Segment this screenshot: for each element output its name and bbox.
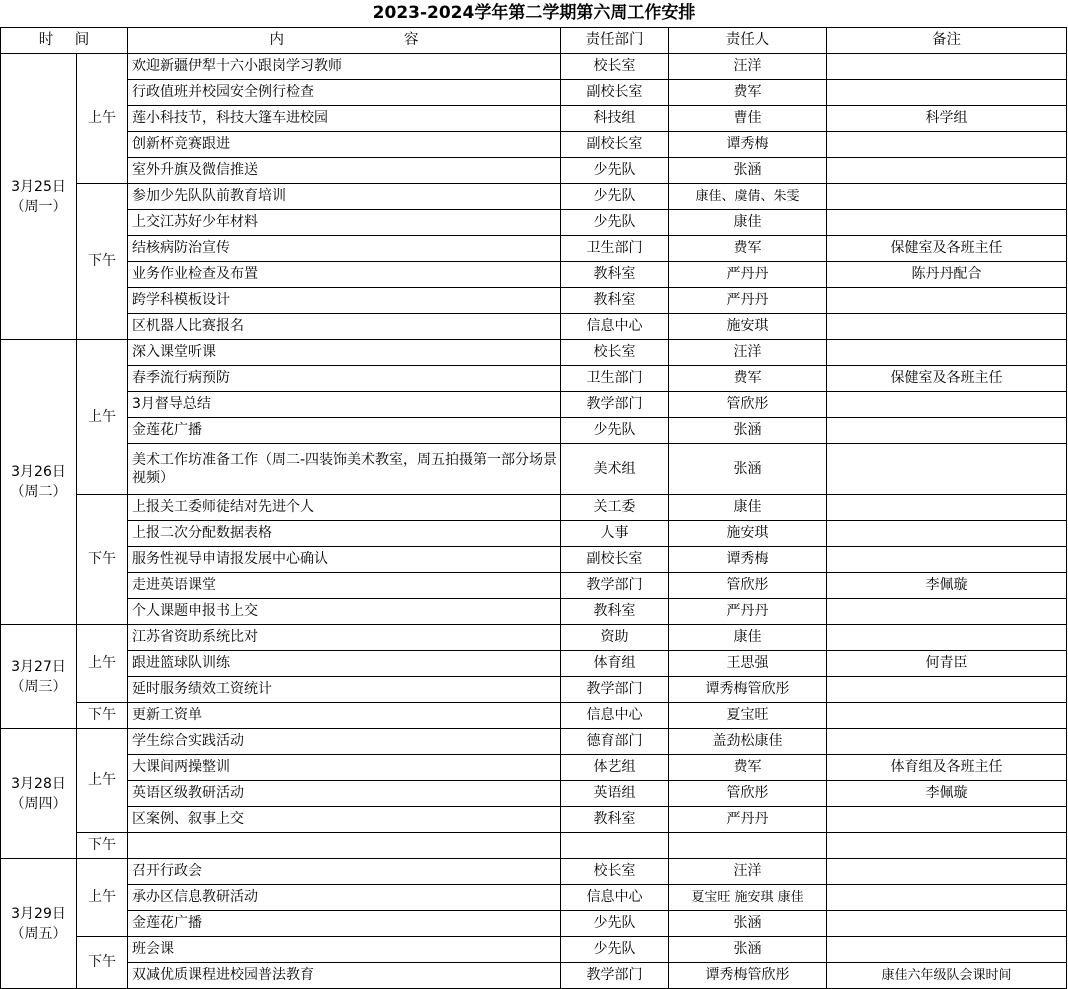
responsible-person: 张涵 xyxy=(669,444,827,495)
task-content: 个人课题申报书上交 xyxy=(128,599,561,625)
task-content: 服务性视导申请报发展中心确认 xyxy=(128,547,561,573)
responsible-person: 谭秀梅 xyxy=(669,132,827,158)
task-content: 区案例、叙事上交 xyxy=(128,807,561,833)
table-row xyxy=(1,184,1067,210)
responsible-person: 严丹丹 xyxy=(669,262,827,288)
responsible-person: 施安琪 xyxy=(669,314,827,340)
note-cell xyxy=(827,807,1067,833)
responsible-department: 科技组 xyxy=(561,106,669,132)
note-cell: 李佩璇 xyxy=(827,573,1067,599)
task-content: 区机器人比赛报名 xyxy=(128,314,561,340)
note-cell xyxy=(827,937,1067,963)
task-content: 英语区级教研活动 xyxy=(128,781,561,807)
day-date: 3月27日 xyxy=(11,658,66,675)
task-content: 金莲花广播 xyxy=(128,418,561,444)
responsible-person: 康佳 xyxy=(669,495,827,521)
responsible-person: 管欣彤 xyxy=(669,392,827,418)
responsible-person: 严丹丹 xyxy=(669,599,827,625)
responsible-department: 副校长室 xyxy=(561,547,669,573)
day-date: 3月26日 xyxy=(11,464,66,480)
responsible-department xyxy=(561,833,669,859)
responsible-department: 教科室 xyxy=(561,599,669,625)
afternoon-label: 下午 xyxy=(77,495,128,625)
table-row xyxy=(1,677,1067,703)
note-cell xyxy=(827,158,1067,184)
table-row xyxy=(1,132,1067,158)
responsible-person: 费军 xyxy=(669,236,827,262)
responsible-person: 汪洋 xyxy=(669,54,827,80)
responsible-department: 教科室 xyxy=(561,288,669,314)
responsible-department: 体育组 xyxy=(561,651,669,677)
responsible-department: 信息中心 xyxy=(561,703,669,729)
table-row xyxy=(1,262,1067,288)
day-weekday: （周一） xyxy=(10,198,67,215)
day-weekday: （周五） xyxy=(10,925,67,942)
note-cell xyxy=(827,521,1067,547)
afternoon-label: 下午 xyxy=(77,833,128,859)
task-content: 3月督导总结 xyxy=(128,392,561,418)
table-row xyxy=(1,885,1067,911)
table-row xyxy=(1,651,1067,677)
responsible-department: 少先队 xyxy=(561,210,669,236)
table-row xyxy=(1,288,1067,314)
responsible-person: 谭秀梅管欣彤 xyxy=(669,677,827,703)
responsible-person: 谭秀梅管欣彤 xyxy=(669,963,827,989)
table-row xyxy=(1,573,1067,599)
note-cell xyxy=(827,210,1067,236)
responsible-person: 王思强 xyxy=(669,651,827,677)
note-cell xyxy=(827,418,1067,444)
day-date: 3月29日 xyxy=(11,905,66,922)
responsible-person: 张涵 xyxy=(669,418,827,444)
task-content: 业务作业检查及布置 xyxy=(128,262,561,288)
table-row xyxy=(1,80,1067,106)
note-cell xyxy=(827,885,1067,911)
afternoon-label: 下午 xyxy=(77,937,128,989)
table-row xyxy=(1,54,1067,80)
note-cell xyxy=(827,911,1067,937)
day-date: 3月25日 xyxy=(11,178,66,195)
header-person: 责任人 xyxy=(669,28,827,54)
note-cell xyxy=(827,54,1067,80)
responsible-person: 管欣彤 xyxy=(669,781,827,807)
task-content: 承办区信息教研活动 xyxy=(128,885,561,911)
day-cell xyxy=(1,54,77,340)
note-cell: 李佩璇 xyxy=(827,781,1067,807)
header-note: 备注 xyxy=(827,28,1067,54)
table-row xyxy=(1,521,1067,547)
note-cell xyxy=(827,80,1067,106)
morning-label: 上午 xyxy=(77,625,128,703)
schedule-table xyxy=(0,27,1067,989)
responsible-department: 英语组 xyxy=(561,781,669,807)
schedule-body xyxy=(1,28,1067,989)
responsible-person: 康佳 xyxy=(669,625,827,651)
responsible-person: 严丹丹 xyxy=(669,288,827,314)
responsible-department: 信息中心 xyxy=(561,885,669,911)
responsible-department: 美术组 xyxy=(561,444,669,495)
responsible-department: 教学部门 xyxy=(561,677,669,703)
responsible-department: 卫生部门 xyxy=(561,236,669,262)
responsible-department: 少先队 xyxy=(561,158,669,184)
responsible-person: 康佳、虞倩、朱雯 xyxy=(669,184,827,210)
task-content xyxy=(128,833,561,859)
day-weekday: （周三） xyxy=(10,678,67,695)
task-content: 上报关工委师徒结对先进个人 xyxy=(128,495,561,521)
responsible-department: 少先队 xyxy=(561,937,669,963)
task-content: 春季流行病预防 xyxy=(128,366,561,392)
table-row xyxy=(1,314,1067,340)
responsible-department: 德育部门 xyxy=(561,729,669,755)
note-cell: 保健室及各班主任 xyxy=(827,366,1067,392)
responsible-department: 校长室 xyxy=(561,54,669,80)
note-cell xyxy=(827,340,1067,366)
responsible-department: 少先队 xyxy=(561,418,669,444)
responsible-person: 费军 xyxy=(669,755,827,781)
table-row xyxy=(1,210,1067,236)
task-content: 班会课 xyxy=(128,937,561,963)
responsible-department: 少先队 xyxy=(561,911,669,937)
responsible-department: 教学部门 xyxy=(561,573,669,599)
note-cell: 陈丹丹配合 xyxy=(827,262,1067,288)
responsible-department: 人事 xyxy=(561,521,669,547)
note-cell xyxy=(827,314,1067,340)
note-cell xyxy=(827,495,1067,521)
schedule-table-wrapper xyxy=(0,27,1067,989)
note-cell xyxy=(827,547,1067,573)
table-row xyxy=(1,703,1067,729)
table-row xyxy=(1,937,1067,963)
task-content: 金莲花广播 xyxy=(128,911,561,937)
table-row xyxy=(1,158,1067,184)
afternoon-label: 下午 xyxy=(77,184,128,340)
morning-label: 上午 xyxy=(77,54,128,184)
task-content: 上报二次分配数据表格 xyxy=(128,521,561,547)
note-cell xyxy=(827,729,1067,755)
task-content: 更新工资单 xyxy=(128,703,561,729)
morning-label: 上午 xyxy=(77,859,128,937)
responsible-department: 教科室 xyxy=(561,807,669,833)
responsible-department: 校长室 xyxy=(561,859,669,885)
table-row xyxy=(1,781,1067,807)
table-row xyxy=(1,625,1067,651)
responsible-person: 费军 xyxy=(669,366,827,392)
table-row xyxy=(1,807,1067,833)
task-content: 双减优质课程进校园普法教育 xyxy=(128,963,561,989)
day-cell xyxy=(1,340,77,625)
responsible-person: 曹佳 xyxy=(669,106,827,132)
task-content: 深入课堂听课 xyxy=(128,340,561,366)
responsible-person: 夏宝旺 xyxy=(669,703,827,729)
task-content: 结核病防治宣传 xyxy=(128,236,561,262)
header-content-char-1: 内 xyxy=(269,32,284,48)
table-row xyxy=(1,495,1067,521)
day-cell xyxy=(1,859,77,989)
responsible-person xyxy=(669,833,827,859)
note-cell: 保健室及各班主任 xyxy=(827,236,1067,262)
table-row xyxy=(1,236,1067,262)
task-content: 学生综合实践活动 xyxy=(128,729,561,755)
afternoon-label: 下午 xyxy=(77,703,128,729)
table-row xyxy=(1,340,1067,366)
task-content: 行政值班并校园安全例行检查 xyxy=(128,80,561,106)
note-cell: 科学组 xyxy=(827,106,1067,132)
note-cell xyxy=(827,833,1067,859)
note-cell xyxy=(827,859,1067,885)
note-cell: 康佳六年级队会课时间 xyxy=(827,963,1067,989)
responsible-department: 教学部门 xyxy=(561,392,669,418)
note-cell xyxy=(827,444,1067,495)
task-content: 江苏省资助系统比对 xyxy=(128,625,561,651)
responsible-department: 关工委 xyxy=(561,495,669,521)
header-row xyxy=(1,28,1067,54)
table-row xyxy=(1,729,1067,755)
header-content xyxy=(128,28,561,54)
responsible-person: 康佳 xyxy=(669,210,827,236)
responsible-department: 体艺组 xyxy=(561,755,669,781)
task-content: 莲小科技节，科技大篷车进校园 xyxy=(128,106,561,132)
table-row xyxy=(1,392,1067,418)
task-content: 室外升旗及微信推送 xyxy=(128,158,561,184)
responsible-department: 卫生部门 xyxy=(561,366,669,392)
table-row xyxy=(1,755,1067,781)
note-cell xyxy=(827,703,1067,729)
responsible-person: 张涵 xyxy=(669,158,827,184)
task-content: 欢迎新疆伊犁十六小跟岗学习教师 xyxy=(128,54,561,80)
table-row xyxy=(1,106,1067,132)
note-cell xyxy=(827,677,1067,703)
note-cell: 体育组及各班主任 xyxy=(827,755,1067,781)
table-row xyxy=(1,418,1067,444)
note-cell xyxy=(827,625,1067,651)
table-row xyxy=(1,859,1067,885)
note-cell: 何青臣 xyxy=(827,651,1067,677)
responsible-department: 教科室 xyxy=(561,262,669,288)
responsible-department: 资助 xyxy=(561,625,669,651)
responsible-department: 教学部门 xyxy=(561,963,669,989)
task-content: 美术工作坊准备工作（周二-四装饰美术教室，周五拍摄第一部分场景视频） xyxy=(128,444,561,495)
responsible-person: 管欣彤 xyxy=(669,573,827,599)
task-content: 延时服务绩效工资统计 xyxy=(128,677,561,703)
header-time xyxy=(1,28,128,54)
note-cell xyxy=(827,184,1067,210)
responsible-person: 汪洋 xyxy=(669,340,827,366)
table-row xyxy=(1,366,1067,392)
responsible-person: 张涵 xyxy=(669,937,827,963)
day-cell xyxy=(1,625,77,729)
task-content: 创新杯竞赛跟进 xyxy=(128,132,561,158)
responsible-department: 校长室 xyxy=(561,340,669,366)
task-content: 参加少先队队前教育培训 xyxy=(128,184,561,210)
responsible-person: 严丹丹 xyxy=(669,807,827,833)
table-row xyxy=(1,547,1067,573)
responsible-person: 盖劲松康佳 xyxy=(669,729,827,755)
table-row xyxy=(1,599,1067,625)
day-cell xyxy=(1,729,77,859)
task-content: 走进英语课堂 xyxy=(128,573,561,599)
header-time-char-1: 时 xyxy=(38,32,54,48)
table-row xyxy=(1,911,1067,937)
task-content: 跨学科模板设计 xyxy=(128,288,561,314)
morning-label: 上午 xyxy=(77,729,128,833)
responsible-person: 施安琪 xyxy=(669,521,827,547)
day-date: 3月28日 xyxy=(11,775,66,792)
header-time-char-2: 间 xyxy=(74,32,90,48)
morning-label: 上午 xyxy=(77,340,128,495)
task-content: 召开行政会 xyxy=(128,859,561,885)
responsible-department: 少先队 xyxy=(561,184,669,210)
task-content: 大课间两操整训 xyxy=(128,755,561,781)
note-cell xyxy=(827,132,1067,158)
note-cell xyxy=(827,599,1067,625)
page-title: 2023-2024学年第二学期第六周工作安排 xyxy=(372,3,696,23)
responsible-person: 张涵 xyxy=(669,911,827,937)
note-cell xyxy=(827,288,1067,314)
day-weekday: （周二） xyxy=(10,484,67,500)
header-department: 责任部门 xyxy=(561,28,669,54)
responsible-department: 信息中心 xyxy=(561,314,669,340)
note-cell xyxy=(827,392,1067,418)
header-content-char-2: 容 xyxy=(404,32,419,48)
table-row xyxy=(1,833,1067,859)
responsible-department: 副校长室 xyxy=(561,132,669,158)
responsible-person: 夏宝旺 施安琪 康佳 xyxy=(669,885,827,911)
responsible-person: 谭秀梅 xyxy=(669,547,827,573)
responsible-department: 副校长室 xyxy=(561,80,669,106)
task-content: 上交江苏好少年材料 xyxy=(128,210,561,236)
responsible-person: 费军 xyxy=(669,80,827,106)
table-row xyxy=(1,963,1067,989)
day-weekday: （周四） xyxy=(10,795,67,812)
table-row xyxy=(1,444,1067,495)
responsible-person: 汪洋 xyxy=(669,859,827,885)
task-content: 跟进篮球队训练 xyxy=(128,651,561,677)
